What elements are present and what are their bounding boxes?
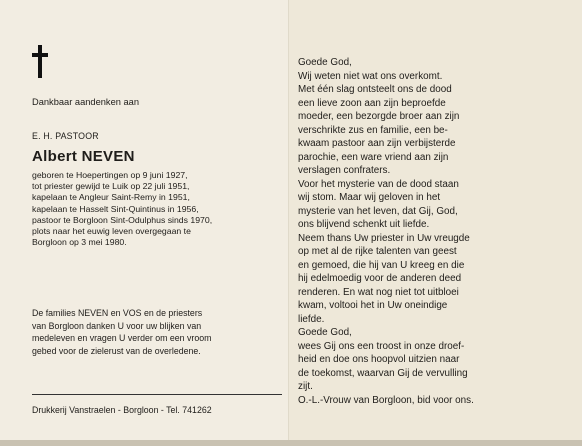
left-panel	[0, 0, 289, 446]
prayer-line: zijt.	[298, 381, 313, 392]
prayer-line: O.-L.-Vrouw van Borgloon, bid voor ons.	[298, 394, 474, 406]
prayer-line: Wij weten niet wat ons overkomt.	[298, 70, 443, 82]
prayer-line: op met al de rijke talenten van geest	[298, 246, 457, 257]
prayer-line: verschrikte zus en familie, een be-	[298, 124, 448, 136]
families-line: medeleven en vragen U verder om een vroom	[32, 333, 212, 343]
prayer-line: moeder, een bezorgde broer aan zijn	[298, 111, 460, 122]
biography	[32, 170, 282, 248]
prayer-line: de toekomst, waarvan Gij de vervulling	[298, 367, 468, 379]
biography-line: pastoor te Borgloon Sint-Odulphus sinds 1970,	[32, 214, 213, 225]
prayer-line: Met één slag ontsteelt ons de dood	[298, 84, 452, 95]
prayer-line: parochie, een ware vriend aan zijn	[298, 151, 449, 163]
biography-line: kapelaan te Angleur Saint-Remy in 1951,	[32, 192, 190, 203]
memorial-heading: Dankbaar aandenken aan	[32, 97, 140, 107]
deceased-name: Albert NEVEN	[32, 148, 135, 165]
prayer-line: hij edelmoedig voor de anderen deed	[298, 273, 462, 284]
biography-line: tot priester gewijd te Luik op 22 juli 1951,	[32, 181, 190, 192]
prayer-line: kwaam pastoor aan zijn verbijsterde	[298, 138, 456, 149]
divider	[32, 394, 282, 395]
prayer-line: kwam, voltooi het in Uw oneindige	[298, 300, 448, 311]
prayer-text	[298, 56, 580, 407]
prayer-line: wees Gij ons een troost in onze droef-	[298, 340, 465, 352]
prayer-line: heid en doe ons hoopvol uitzien naar	[298, 354, 460, 365]
families-line: gebed voor de zielerust van de overledene.	[32, 345, 201, 356]
prayer-line: liefde.	[298, 313, 325, 325]
biography-line: kapelaan te Hasselt Sint-Quintinus in 1956,	[32, 203, 199, 214]
prayer-line: wij stom. Maar wij geloven in het	[298, 192, 441, 203]
prayer-line: mysterie van het leven, dat Gij, God,	[298, 205, 458, 217]
prayer-line: en gemoed, die hij van U kreeg en die	[298, 259, 465, 271]
prayer-line: verslagen confraters.	[298, 165, 391, 176]
prayer-line: Goede God,	[298, 57, 352, 68]
cross-icon	[32, 45, 48, 78]
biography-line: geboren te Hoepertingen op 9 juni 1927,	[32, 170, 188, 180]
prayer-line: ons blijvend schenkt uit liefde.	[298, 219, 430, 230]
title: E. H. PASTOOR	[32, 131, 99, 141]
card-bottom-edge	[0, 440, 582, 446]
printer-credit: Drukkerij Vanstraelen - Borgloon - Tel. 741262	[32, 405, 212, 415]
families-line: De families NEVEN en VOS en de priesters	[32, 308, 203, 318]
biography-line: Borgloon op 3 mei 1980.	[32, 237, 127, 248]
prayer-line: Neem thans Uw priester in Uw vreugde	[298, 232, 470, 244]
prayer-line: Goede God,	[298, 327, 352, 338]
families-line: van Borgloon danken U voor uw blijken van	[32, 320, 202, 331]
biography-line: plots naar het euwig leven overgegaan te	[32, 226, 191, 237]
families-thanks	[32, 307, 282, 357]
prayer-line: Voor het mysterie van de dood staan	[298, 178, 459, 190]
prayer-line: renderen. En wat nog niet tot uitbloei	[298, 286, 459, 298]
prayer-line: een lieve zoon aan zijn beproefde	[298, 97, 446, 109]
